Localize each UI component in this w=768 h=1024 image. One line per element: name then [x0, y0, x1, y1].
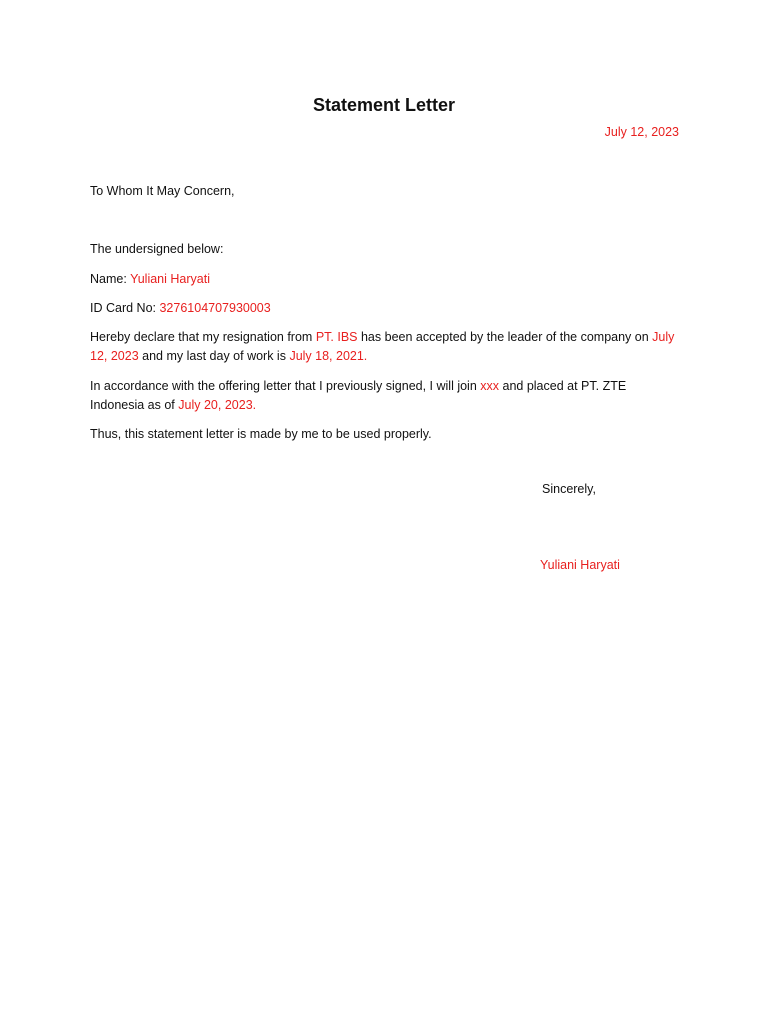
name-value: Yuliani Haryati: [130, 272, 210, 286]
signature-name: Yuliani Haryati: [540, 558, 620, 572]
id-card-row: [90, 299, 271, 317]
para1-text-3: and my last day of work is: [142, 348, 286, 363]
para1-text-1: Hereby declare that my resignation from: [90, 330, 313, 344]
closing-paragraph: Thus, this statement letter is made by me to be used properly.: [90, 427, 432, 441]
start-date: July 20, 2023.: [178, 397, 257, 412]
id-card-value: 3276104707930003: [159, 301, 271, 315]
letter-date: July 12, 2023: [604, 125, 679, 139]
intro-line: The undersigned below:: [90, 242, 224, 256]
letter-title: Statement Letter: [312, 95, 456, 115]
salutation: To Whom It May Concern,: [90, 184, 235, 198]
name-label: Name:: [90, 272, 127, 286]
offering-paragraph: [90, 377, 650, 414]
new-company-placeholder: xxx: [480, 379, 500, 393]
para2-text-1: In accordance with the offering letter that I previously signed, I will join: [90, 379, 477, 393]
acceptance-date: July 12, 2023: [90, 330, 675, 363]
previous-company: PT. IBS: [315, 330, 358, 344]
closing-word: Sincerely,: [542, 482, 596, 496]
para2-text-2: and placed at PT. ZTE Indonesia as of: [90, 379, 627, 412]
resignation-paragraph: [90, 328, 688, 365]
last-work-day: July 18, 2021.: [289, 348, 368, 363]
id-card-label: ID Card No:: [90, 301, 156, 315]
name-row: [90, 270, 210, 288]
para1-text-2: has been accepted by the leader of the company on: [360, 330, 649, 344]
